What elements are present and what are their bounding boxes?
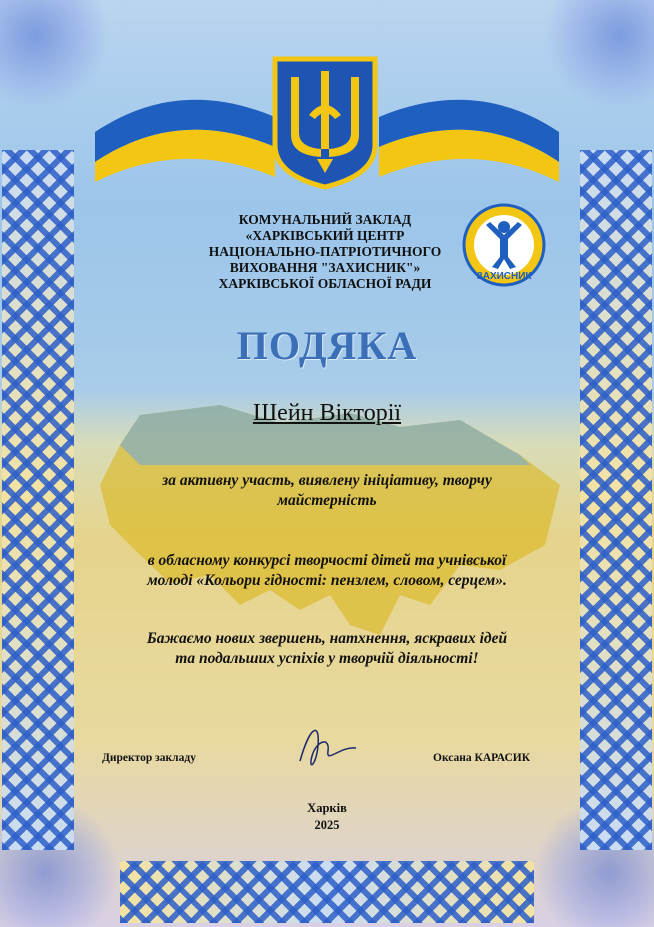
embroidery-border-left [2,150,74,850]
body-line: за активну участь, виявлену ініціативу, творчу [162,472,492,489]
corner-ornament [544,0,654,110]
ukraine-map-silhouette [100,405,565,665]
embroidery-border-bottom [120,861,534,923]
body-paragraph-1 [90,471,564,511]
body-line: та подальших успіхів у творчій діяльності! [175,650,479,667]
footer-city: Харків [307,801,347,815]
body-line: в обласному конкурсі творчості дітей та учнівської [147,552,507,569]
org-line: ХАРКІВСЬКОЇ ОБЛАСНОЇ РАДИ [218,276,432,291]
org-line: НАЦІОНАЛЬНО-ПАТРІОТИЧНОГО [208,244,442,259]
document-title: ПОДЯКА [236,323,418,368]
body-line: молоді «Кольори гідності: пензлем, словом, серцем». [147,572,507,589]
org-line: КОМУНАЛЬНИЙ ЗАКЛАД [238,212,412,227]
handwritten-signature [290,716,360,776]
zakhysnyk-logo [462,203,546,287]
body-paragraph-3 [90,629,564,669]
signature-position: Директор закладу [102,752,196,764]
body-paragraph-2 [90,551,564,591]
logo-text: ЗАХИСНИК [476,271,532,282]
trident-coat-of-arms-icon [271,55,379,190]
embroidery-border-right [580,150,652,850]
corner-ornament [0,0,110,110]
org-line: «ХАРКІВСЬКИЙ ЦЕНТР [245,228,405,243]
org-line: ВИХОВАННЯ "ЗАХИСНИК"» [229,260,421,275]
recipient-name [0,400,654,427]
recipient-text: Шейн Вікторії [252,400,402,426]
footer-year: 2025 [314,818,340,832]
footer [0,800,654,834]
body-line: Бажаємо нових звершень, натхнення, яскравих ідей [146,630,508,647]
signature-name: Оксана КАРАСИК [433,752,531,764]
organization-name [160,212,490,292]
body-line: майстерність [277,492,377,509]
